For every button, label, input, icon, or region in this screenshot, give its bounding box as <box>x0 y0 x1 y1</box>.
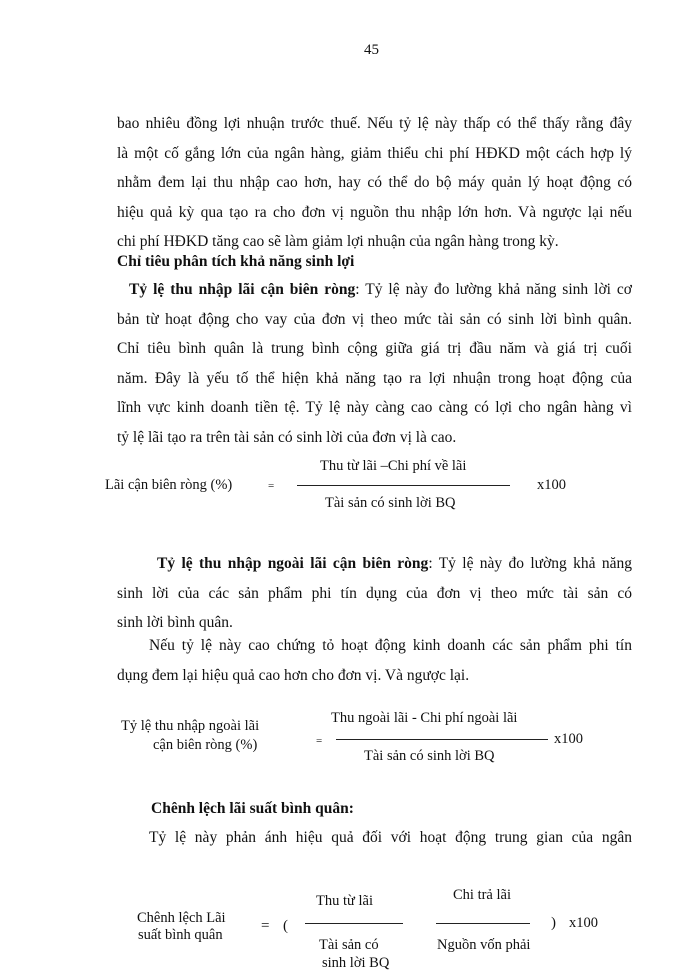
fraction-bar <box>297 485 510 486</box>
formula-denominator: Tài sản có sinh lời BQ <box>364 748 495 764</box>
equals-sign: = <box>261 918 270 934</box>
paragraph-interpretation <box>117 631 632 690</box>
text-line: hiệu quả kỳ qua tạo ra cho đơn vị nguồn thu nhập lớn hơn. Và ngược lại nếu <box>117 203 632 221</box>
text-line: sinh lời bình quân. <box>117 614 233 631</box>
text-line: Nếu tỷ lệ này cao chứng tỏ hoạt động kinh doanh các sản phẩm phi tín <box>149 637 632 654</box>
term-net-interest-margin: Tỷ lệ thu nhập lãi cận biên ròng <box>129 281 356 298</box>
formula-label: Lãi cận biên ròng (%) <box>105 477 233 493</box>
text-line: Tỷ lệ này phản ánh hiệu quả đối với hoạt động trung gian của ngân <box>149 829 632 846</box>
close-paren: ) <box>551 915 556 931</box>
term-non-interest-margin: Tỷ lệ thu nhập ngoài lãi cận biên ròng <box>157 555 429 572</box>
text-line: nhằm đem lại thu nhập cao hơn, hay có thể do bộ máy quản lý hoạt động có <box>117 174 632 191</box>
text-line: bao nhiêu đồng lợi nhuận trước thuế. Nếu tỷ lệ này thấp có thể thấy rằng đây <box>117 115 632 132</box>
formula-label: suất bình quân <box>138 927 223 943</box>
formula-multiplier: x100 <box>569 915 598 931</box>
text-line: là một cố gắng lớn của ngân hàng, giảm thiểu chi phí HĐKD một cách hợp lý <box>117 144 632 162</box>
formula-numerator: Thu từ lãi –Chi phí về lãi <box>320 458 467 474</box>
paragraph-interest-spread <box>117 823 632 853</box>
text-fragment: : Tỷ lệ này đo lường khả năng sinh lời cơ <box>355 281 633 298</box>
text-line: dụng đem lại hiệu quả cao hơn cho đơn vị. Và ngược lại. <box>117 666 470 684</box>
text-line: Chỉ tiêu bình quân là trung bình cộng giữa giá trị đầu năm và giá trị cuối <box>117 340 632 357</box>
paragraph-net-interest-margin <box>117 275 632 452</box>
paragraph-non-interest-margin <box>117 549 632 638</box>
fraction-bar <box>336 739 548 740</box>
formula-denominator: Tài sản có sinh lời BQ <box>325 495 456 511</box>
text-line: sinh lời của các sản phẩm phi tín dụng của đơn vị theo mức tài sản có <box>117 584 632 602</box>
formula-denominator: sinh lời BQ <box>322 955 390 971</box>
formula-numerator: Chi trả lãi <box>453 887 511 903</box>
formula-label: Tỷ lệ thu nhập ngoài lãi <box>121 718 260 734</box>
paragraph-profit-efficiency <box>117 109 632 257</box>
formula-denominator: Nguồn vốn phải <box>437 937 531 953</box>
equals-sign: = <box>268 480 275 492</box>
text-fragment: : Tỷ lệ này đo lường khả năng <box>428 555 632 572</box>
formula-multiplier: x100 <box>537 477 566 493</box>
text-line <box>117 549 632 579</box>
text-line <box>117 275 632 305</box>
formula-label: cận biên ròng (%) <box>153 737 258 753</box>
formula-denominator: Tài sản có <box>319 937 379 953</box>
formula-numerator: Thu ngoài lãi - Chi phí ngoài lãi <box>331 710 518 726</box>
formula-label: Chênh lệch Lãi <box>137 910 226 926</box>
text-line: tỷ lệ lãi tạo ra trên tài sản có sinh lời của đơn vị là cao. <box>117 428 457 446</box>
text-line: chi phí HĐKD tăng cao sẽ làm giảm lợi nhuận của ngân hàng trong kỳ. <box>117 233 559 250</box>
section-heading-profitability: Chỉ tiêu phân tích khả năng sinh lợi <box>117 253 355 270</box>
fraction-bar <box>305 923 403 924</box>
open-paren: ( <box>283 918 288 934</box>
formula-multiplier: x100 <box>554 731 583 747</box>
equals-sign: = <box>316 735 323 747</box>
text-line: lĩnh vực kinh doanh tiền tệ. Tỷ lệ này càng cao càng có lợi cho ngân hàng vì <box>117 399 632 416</box>
fraction-bar <box>436 923 530 924</box>
section-heading-interest-spread: Chênh lệch lãi suất bình quân: <box>151 800 354 817</box>
text-line: bản từ hoạt động cho vay của đơn vị theo mức tài sản có sinh lời bình quân. <box>117 310 632 328</box>
text-line: năm. Đây là yếu tố thể hiện khả năng tạo ra lợi nhuận trong hoạt động của <box>117 369 632 387</box>
formula-numerator: Thu từ lãi <box>316 893 373 909</box>
page-number: 45 <box>364 42 379 58</box>
